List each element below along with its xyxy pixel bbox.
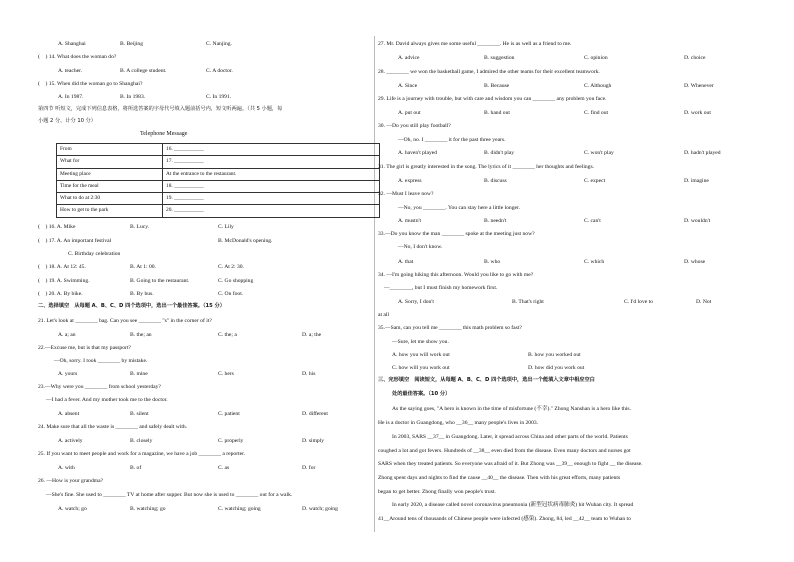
- q27-option-a: A. advice: [398, 55, 420, 61]
- q25-option-c: C. as: [218, 465, 230, 471]
- q30-option-c: C. won't play: [584, 150, 614, 156]
- q23-option-c: C. patient: [218, 411, 240, 417]
- passage-line-7: began to get better. Zhong finally won people's trust.: [378, 489, 496, 495]
- q15-option-c: C. In 1991.: [206, 94, 232, 100]
- q28-option-a: A. Since: [398, 83, 418, 89]
- table-cell-value: 20. ___________: [163, 205, 380, 217]
- q21-option-c: C. the; a: [218, 332, 237, 338]
- q28-stem: 28. ________ we won the basketball game, I admired the other teams for their excellent teamwork.: [378, 69, 600, 75]
- q32-option-d: D. wouldn't: [684, 218, 711, 224]
- q26-stem: 26. —How is your grandma?: [38, 478, 104, 484]
- table-cell-key: What for: [57, 156, 163, 168]
- q34-option-d: D. Not: [696, 299, 712, 305]
- table-cell-key: From: [57, 144, 163, 156]
- q20-option-b: B. By bus.: [130, 291, 154, 297]
- q18-option-c: C. At 2: 30.: [218, 264, 244, 270]
- table-cell-value: 16. ___________: [163, 144, 380, 156]
- q32-stem: 32. —Must I leave now?: [378, 191, 434, 197]
- q32-reply: —No, you ________. You can stay here a little longer.: [398, 205, 520, 211]
- q33-option-b: B. who: [484, 259, 501, 265]
- table-row: [57, 180, 380, 192]
- q28-option-c: C. Although: [584, 83, 612, 89]
- q15-option-a: A. In 1987.: [58, 94, 84, 100]
- passage-line-5: SARS when they treated patients. So everyone was afraid of it. But Zhong was __39__ enough to fight __ the disease.: [378, 461, 643, 467]
- q33-reply: —No, I don't know.: [398, 244, 443, 250]
- q23-option-a: A. absent: [58, 411, 80, 417]
- q34-option-b: B. That's right: [512, 299, 544, 305]
- table-cell-value: 19. ___________: [163, 193, 380, 205]
- q29-option-a: A. put out: [398, 110, 421, 116]
- passage-line-6: Zhong spent days and nights to find the cause __40__ the disease. Then with his great efforts, many patients: [378, 475, 621, 481]
- table-caption: Telephone Message: [140, 131, 188, 137]
- table-cell-key: How to get to the park: [57, 205, 163, 217]
- section3-title-line1: 三、完形填空 阅读短文，从每题 A、B、C、D 四个选项中，选出一个能填入文章中相应空白: [378, 377, 595, 383]
- q20-stem: ( ) 20. A. By bike.: [38, 291, 83, 297]
- q35-option-c: C. how will you work out: [392, 365, 450, 371]
- column-divider: [374, 36, 375, 532]
- q34-option-d-tail: at all: [378, 312, 390, 318]
- q24-option-d: D. simply: [302, 438, 325, 444]
- q15-stem: ( ) 15. When did the woman go to Shanghai?: [38, 81, 143, 87]
- q22-option-a: A. yours: [58, 371, 78, 377]
- q34-option-c: C. I'd love to: [624, 299, 653, 305]
- q25-option-b: B. of: [130, 465, 142, 471]
- table-row: [57, 205, 380, 217]
- table-cell-value: 17. ___________: [163, 156, 380, 168]
- q31-option-c: C. expect: [584, 178, 606, 184]
- q22-reply: —Oh, sorry. I took ________ by mistake.: [54, 358, 148, 364]
- q21-option-d: D. a; the: [302, 332, 322, 338]
- q32-option-c: C. can't: [584, 218, 601, 224]
- passage-line-8: In early 2020, a disease called novel coronavirus pneumonia (新型冠状病毒肺炎) hit Wuhan city. It spread: [392, 502, 634, 508]
- passage-line-1: As the saying goes, "A hero is known in the time of misfortune (不幸)." Zhong Nanshan is a hero like this.: [392, 406, 632, 412]
- q26-option-c: C. watching; going: [218, 506, 261, 512]
- q14-option-a: A. teacher.: [58, 68, 83, 74]
- section4-instruction-line1: 第四节 听短文，完成下列信息表格，将所选答案的字母代号填入题前括号内，短文听两遍。（共 5 小题，每: [38, 106, 283, 112]
- table-row: [57, 144, 380, 156]
- q30-option-b: B. didn't play: [484, 150, 515, 156]
- q30-option-d: D. hadn't played: [684, 150, 721, 156]
- q20-option-c: C. On foot.: [218, 291, 244, 297]
- q21-option-b: B. the; an: [130, 332, 152, 338]
- q27-option-d: D. choice: [684, 55, 706, 61]
- q23-stem: 23.—Why were you ________ from school yesterday?: [38, 384, 161, 390]
- table-cell-key: Meeting place: [57, 168, 163, 180]
- q35-stem: 35.—Sam, can you tell me ________ this math problem so fast?: [378, 325, 522, 331]
- q13-option-b: B. Beijing: [120, 41, 143, 47]
- table-cell-key: Time for the meal: [57, 180, 163, 192]
- q34-option-a: A. Sorry, I don't: [398, 299, 434, 305]
- q24-option-b: B. closely: [130, 438, 153, 444]
- q33-stem: 33.—Do you know the man ________ spoke at the meeting just now?: [378, 231, 535, 237]
- q23-option-d: D. different: [302, 411, 328, 417]
- q32-option-a: A. mustn't: [398, 218, 422, 224]
- table-row: [57, 156, 380, 168]
- q28-option-b: B. Because: [484, 83, 510, 89]
- section4-instruction-line2: 小题 2 分，计分 10 分）: [38, 118, 96, 124]
- q34-stem: 34. —I'm going hiking this afternoon. Would you like to go with me?: [378, 272, 534, 278]
- q14-option-b: B. A college student.: [120, 68, 167, 74]
- table-cell-key: What to do at 2:30: [57, 193, 163, 205]
- q33-option-a: A. that: [398, 259, 414, 265]
- q23-reply: —I had a fever. And my mother took me to the doctor.: [46, 397, 168, 403]
- q27-stem: 27. Mr. David always gives me some useful ________. He is as well as a friend to me.: [378, 41, 572, 47]
- q25-stem: 25. If you want to meet people and work for a magazine, we have a job ________ a reporter.: [38, 451, 246, 457]
- q16-option-c: C. Lily: [218, 224, 234, 230]
- section2-title: 二、选择填空 从每题 A、B、C、D 四个选项中，选出一个最佳答案。（15 分）: [38, 303, 225, 309]
- passage-line-3: In 2003, SARS __37__ in Guangdong. Later, it spread across China and other parts of the world. Patients: [392, 434, 628, 440]
- q34-reply: —________, but I must finish my homework first.: [384, 285, 498, 291]
- q26-option-a: A. watch; go: [58, 506, 87, 512]
- telephone-message-table: [56, 143, 380, 218]
- q26-option-b: B. watching; go: [130, 506, 166, 512]
- q21-option-a: A. a; an: [58, 332, 76, 338]
- q33-option-c: C. which: [584, 259, 605, 265]
- q22-option-b: B. mine: [130, 371, 148, 377]
- table-cell-value: 18. ___________: [163, 180, 380, 192]
- q35-reply: —Sure, let me show you.: [392, 339, 449, 345]
- q30-stem: 30. —Do you still play football?: [378, 123, 451, 129]
- q19-stem: ( ) 19. A. Swimming.: [38, 278, 90, 284]
- table-row: [57, 193, 380, 205]
- q22-option-c: C. hers: [218, 371, 234, 377]
- q17-stem: ( ) 17. A. An important festival: [38, 238, 112, 244]
- q28-option-d: D. Whenever: [684, 83, 714, 89]
- q13-option-a: A. Shanghai: [58, 41, 86, 47]
- table-row: [57, 168, 380, 180]
- q25-option-d: D. for: [302, 465, 316, 471]
- q31-option-a: A. express: [398, 178, 422, 184]
- q24-option-c: C. properly: [218, 438, 244, 444]
- q31-option-b: B. discuss: [484, 178, 507, 184]
- q35-option-d: D. how did you work out: [528, 365, 585, 371]
- passage-line-9: 41__Around tens of thousands of Chinese people were infected (感染). Zhong, 84, led __42__ team to Wuhan to: [378, 516, 631, 522]
- q24-option-a: A. actively: [58, 438, 83, 444]
- q24-stem: 24. Make sure that all the waste is ________ and safely dealt with.: [38, 424, 188, 430]
- passage-line-4: coughed a lot and got fevers. Hundreds of __38__ even died from the disease. Even many doctors and nurses got: [378, 448, 631, 454]
- q15-option-b: B. In 1983.: [120, 94, 146, 100]
- q22-stem: 22.—Excuse me, but is that my passport?: [38, 345, 131, 351]
- q30-option-a: A. haven't played: [398, 150, 438, 156]
- q17-option-c: C. Birthday celebration: [68, 251, 121, 257]
- q32-option-b: B. needn't: [484, 218, 507, 224]
- q18-stem: ( ) 18. A. At 12: 45.: [38, 264, 86, 270]
- passage-line-2: He is a doctor in Guangdong, who __36__ many people's lives in 2003.: [378, 420, 539, 426]
- q22-option-d: D. his: [302, 371, 316, 377]
- section3-title-line2: 处的最佳答案。（10 分）: [392, 391, 451, 397]
- q13-option-c: C. Nanjing.: [206, 41, 232, 47]
- q21-stem: 21. Let's look at ________ bag. Can you see ________ "s" in the corner of it?: [38, 318, 212, 324]
- q14-option-c: C. A doctor.: [206, 68, 233, 74]
- q33-option-d: D. whose: [684, 259, 706, 265]
- q23-option-b: B. silent: [130, 411, 149, 417]
- q27-option-b: B. suggestion: [484, 55, 515, 61]
- q17-option-b: B. McDonald's opening.: [218, 238, 273, 244]
- q16-option-b: B. Lucy.: [130, 224, 150, 230]
- q19-option-b: B. Going to the restaurant.: [130, 278, 190, 284]
- q35-option-a: A. how you will work out: [392, 352, 450, 358]
- q25-option-a: A. with: [58, 465, 75, 471]
- q30-reply: —Oh, no. I ________ it for the past three years.: [398, 137, 506, 143]
- q27-option-c: C. opinion: [584, 55, 608, 61]
- q14-stem: ( ) 14. What does the woman do?: [38, 54, 117, 60]
- q29-stem: 29. Life is a journey with trouble, but with care and wisdom you can ________ any problem you face.: [378, 96, 607, 102]
- q29-option-b: B. hand out: [484, 110, 510, 116]
- q29-option-d: D. work out: [684, 110, 711, 116]
- q19-option-c: C. Go shopping: [218, 278, 254, 284]
- q31-stem: 31. The girl is greatly interested in the song. The lyrics of it ________ her thoughts and feelings.: [378, 164, 595, 170]
- table-cell-value: At the entrance to the restaurant.: [163, 168, 380, 180]
- q26-reply: —She's fine. She used to ________ TV at home after supper. But now she is used to ________ out for a walk.: [46, 492, 293, 498]
- q18-option-b: B. At 1: 00.: [130, 264, 156, 270]
- q16-stem: ( ) 16. A. Mike: [38, 224, 76, 230]
- q29-option-c: C. find out: [584, 110, 609, 116]
- q35-option-b: B. how you worked out: [528, 352, 581, 358]
- q31-option-d: D. imagine: [684, 178, 709, 184]
- q26-option-d: D. watch; going: [302, 506, 338, 512]
